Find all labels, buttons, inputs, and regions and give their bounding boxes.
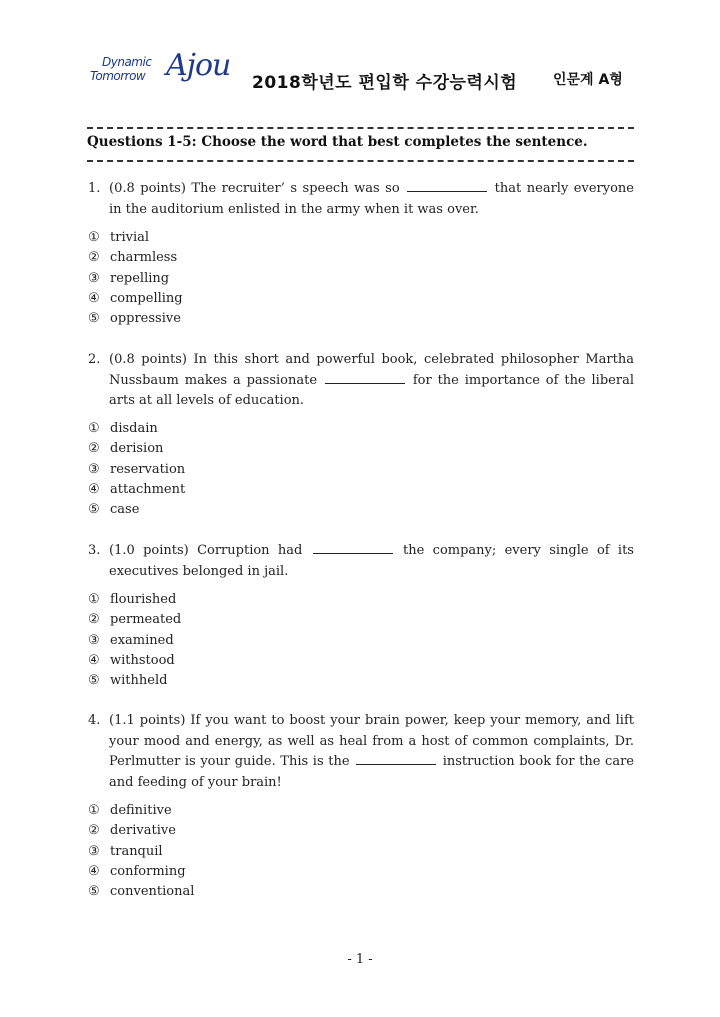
option-text: conforming [110,863,186,879]
option-text: conventional [110,884,195,900]
question-text [109,711,634,793]
section-instruction: Questions 1-5: Choose the word that best completes the sentence. [87,134,588,150]
question-2 [88,350,634,412]
options-3 [88,590,181,691]
university-logo [90,48,231,102]
option-marker: ③ [88,632,100,648]
option-text: examined [110,632,174,648]
option [88,821,194,841]
option [88,309,183,329]
question-3 [88,541,634,582]
options-4 [88,801,194,902]
exam-title: 2018학년도 편입학 수강능력시험 [252,73,518,93]
question-stem-after: instruction book for the care and feeding of your brain! [109,754,634,790]
option [88,480,185,500]
option [88,590,181,610]
option-text: repelling [110,270,170,286]
question-stem-after: for the importance of the liberal arts at all levels of education. [109,372,634,408]
answer-blank [356,753,436,765]
option-text: derivative [110,823,176,839]
option-text: withstood [110,652,175,668]
question-text [109,541,634,582]
option [88,801,194,821]
option [88,842,194,862]
option-marker: ① [88,592,100,607]
option-marker: ⑤ [88,311,100,327]
question-stem-before: (1.0 points) Corruption had [109,543,303,558]
option-text: case [110,502,140,518]
option-text: permeated [110,612,182,628]
option-text: charmless [110,250,178,266]
option-marker: ⑤ [88,502,100,518]
answer-blank [407,180,487,192]
option [88,671,181,691]
option-marker: ④ [88,863,100,879]
option-text: definitive [110,803,172,818]
answer-blank [325,372,405,384]
option-text: derision [110,441,164,457]
option-marker: ① [88,230,100,245]
option [88,289,183,309]
exam-type: 인문계 A형 [553,72,623,88]
option-text: disdain [110,421,158,436]
option-marker: ① [88,421,100,436]
options-1 [88,228,183,329]
option-text: attachment [110,481,186,497]
question-number: 2. [88,352,101,367]
option [88,651,181,671]
option [88,882,194,902]
page-header [0,0,720,120]
question-number: 1. [88,181,101,196]
option [88,862,194,882]
question-stem-before: (1.1 points) If you want to boost your brain power, keep your memory, and lift your mood and energy, as well as heal from a host of common complaints, Dr. Perlmutter is your guide. This is the [109,713,634,769]
option [88,248,183,268]
question-number: 3. [88,543,101,558]
option-marker: ④ [88,290,100,306]
question-stem-after: that nearly everyone in the auditorium enlisted in the army when it was over. [109,181,634,217]
question-number: 4. [88,713,101,728]
option-text: trivial [110,230,150,245]
option [88,439,185,459]
option-marker: ③ [88,461,100,477]
option-marker: ② [88,823,100,839]
option-text: reservation [110,461,186,477]
option-marker: ④ [88,481,100,497]
option-marker: ③ [88,843,100,859]
question-1 [88,179,634,220]
option-marker: ③ [88,270,100,286]
option [88,631,181,651]
option-text: withheld [110,673,168,689]
option-text: oppressive [110,311,181,327]
option [88,269,183,289]
option-text: flourished [110,592,177,607]
option [88,419,185,439]
question-4 [88,711,634,793]
option [88,610,181,630]
options-2 [88,419,185,520]
option-text: compelling [110,290,183,306]
option [88,460,185,480]
question-stem-before: (0.8 points) In this short and powerful book, celebrated philosopher Martha Nussbaum makes a passionate [109,352,634,388]
option [88,500,185,520]
option-marker: ⑤ [88,884,100,900]
question-text [109,179,634,220]
question-stem-before: (0.8 points) The recruiter’ s speech was so [109,181,400,196]
page-number: - 1 - [347,952,373,967]
option-marker: ② [88,250,100,266]
question-stem-after: the company; every single of its executives belonged in jail. [109,543,634,579]
dashed-divider-top [87,127,634,129]
dashed-divider-bottom [87,160,634,162]
option-marker: ① [88,803,100,818]
option [88,228,183,248]
logo-line-tomorrow: Tomorrow [90,69,146,83]
option-text: tranquil [110,843,163,859]
option-marker: ② [88,441,100,457]
option-marker: ④ [88,652,100,668]
option-marker: ② [88,612,100,628]
answer-blank [313,542,393,554]
logo-mark: Ajou [166,48,231,83]
question-text [109,350,634,412]
option-marker: ⑤ [88,673,100,689]
logo-line-dynamic: Dynamic [102,55,152,69]
